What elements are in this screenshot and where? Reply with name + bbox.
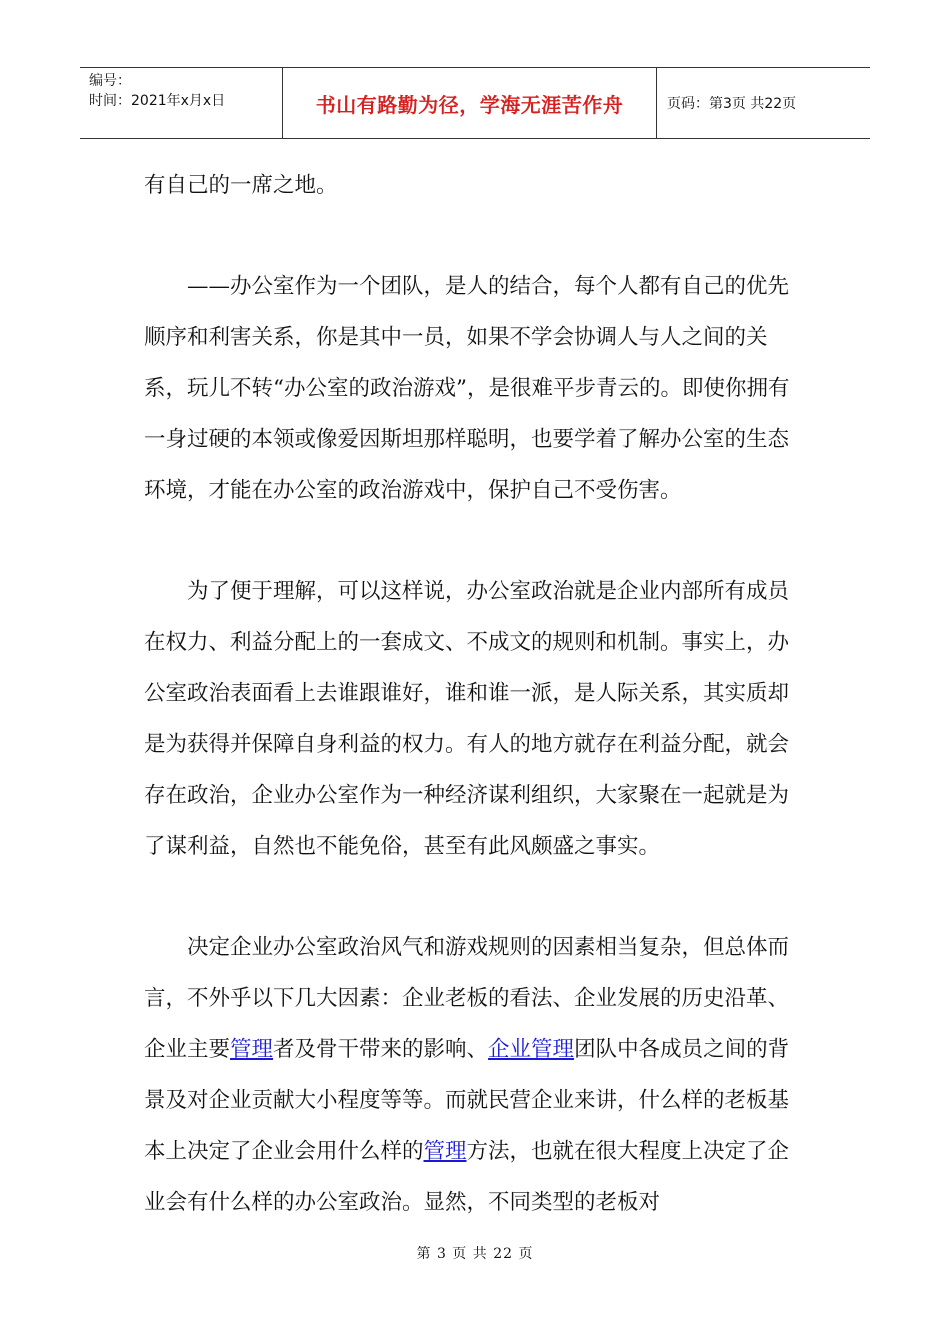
management-link-2[interactable]: 管理 (423, 1139, 467, 1164)
page-header (80, 67, 870, 139)
paragraph-3-text-2: 者及骨干带来的影响、 (273, 1037, 489, 1062)
header-motto: 书山有路勤为径，学海无涯苦作舟 (282, 68, 657, 138)
page-footer: 第 3 页 共 22 页 (416, 1246, 534, 1262)
paragraph-2: 为了便于理解，可以这样说，办公室政治就是企业内部所有成员在权力、利益分配上的一套成文、不成文的规则和机制。事实上，办公室政治表面看上去谁跟谁好，谁和谁一派，是人际关系，其实质却是为获得并保障自身利益的权力。有人的地方就存在利益分配，就会存在政治，企业办公室作为一种经济谋利组织，大家聚在一起就是为了谋利益，自然也不能免俗，甚至有此风颇盛之事实。 (144, 579, 790, 859)
document-date: 时间：2021年x月x日 (89, 93, 226, 109)
paragraph-1: ——办公室作为一个团队，是人的结合，每个人都有自己的优先顺序和利害关系，你是其中一员，如果不学会协调人与人之间的关系，玩儿不转“办公室的政治游戏”，是很难平步青云的。即使你拥有一身过硬的本领或像爱因斯坦那样聪明，也要学着了解办公室的生态环境，才能在办公室的政治游戏中，保护自己不受伤害。 (144, 274, 790, 503)
header-page-info: 页码：第3页 共22页 (667, 96, 797, 112)
document-number-label: 编号： (89, 73, 131, 89)
paragraph-3-text-3: 团队中各成员之间的背景及对企业贡献大小程度等等。而就民营企业来讲，什么样的老板基本上决定了企业会用什么样的 (144, 1037, 790, 1164)
management-link-1[interactable]: 管理 (230, 1037, 274, 1062)
paragraph-3-text-4: 方法，也就在很大程度上决定了企业会有什么样的办公室政治。显然，不同类型的老板对 (144, 1139, 790, 1215)
document-body (144, 160, 808, 1228)
paragraph-3 (144, 922, 808, 1228)
enterprise-management-link[interactable]: 企业管理 (488, 1037, 575, 1062)
paragraph-3-text-1: 决定企业办公室政治风气和游戏规则的因素相当复杂，但总体而言，不外乎以下几大因素：企业老板的看法、企业发展的历史沿革、企业主要 (144, 935, 790, 1062)
continuation-text: 有自己的一席之地。 (144, 173, 338, 198)
header-meta (80, 68, 282, 138)
